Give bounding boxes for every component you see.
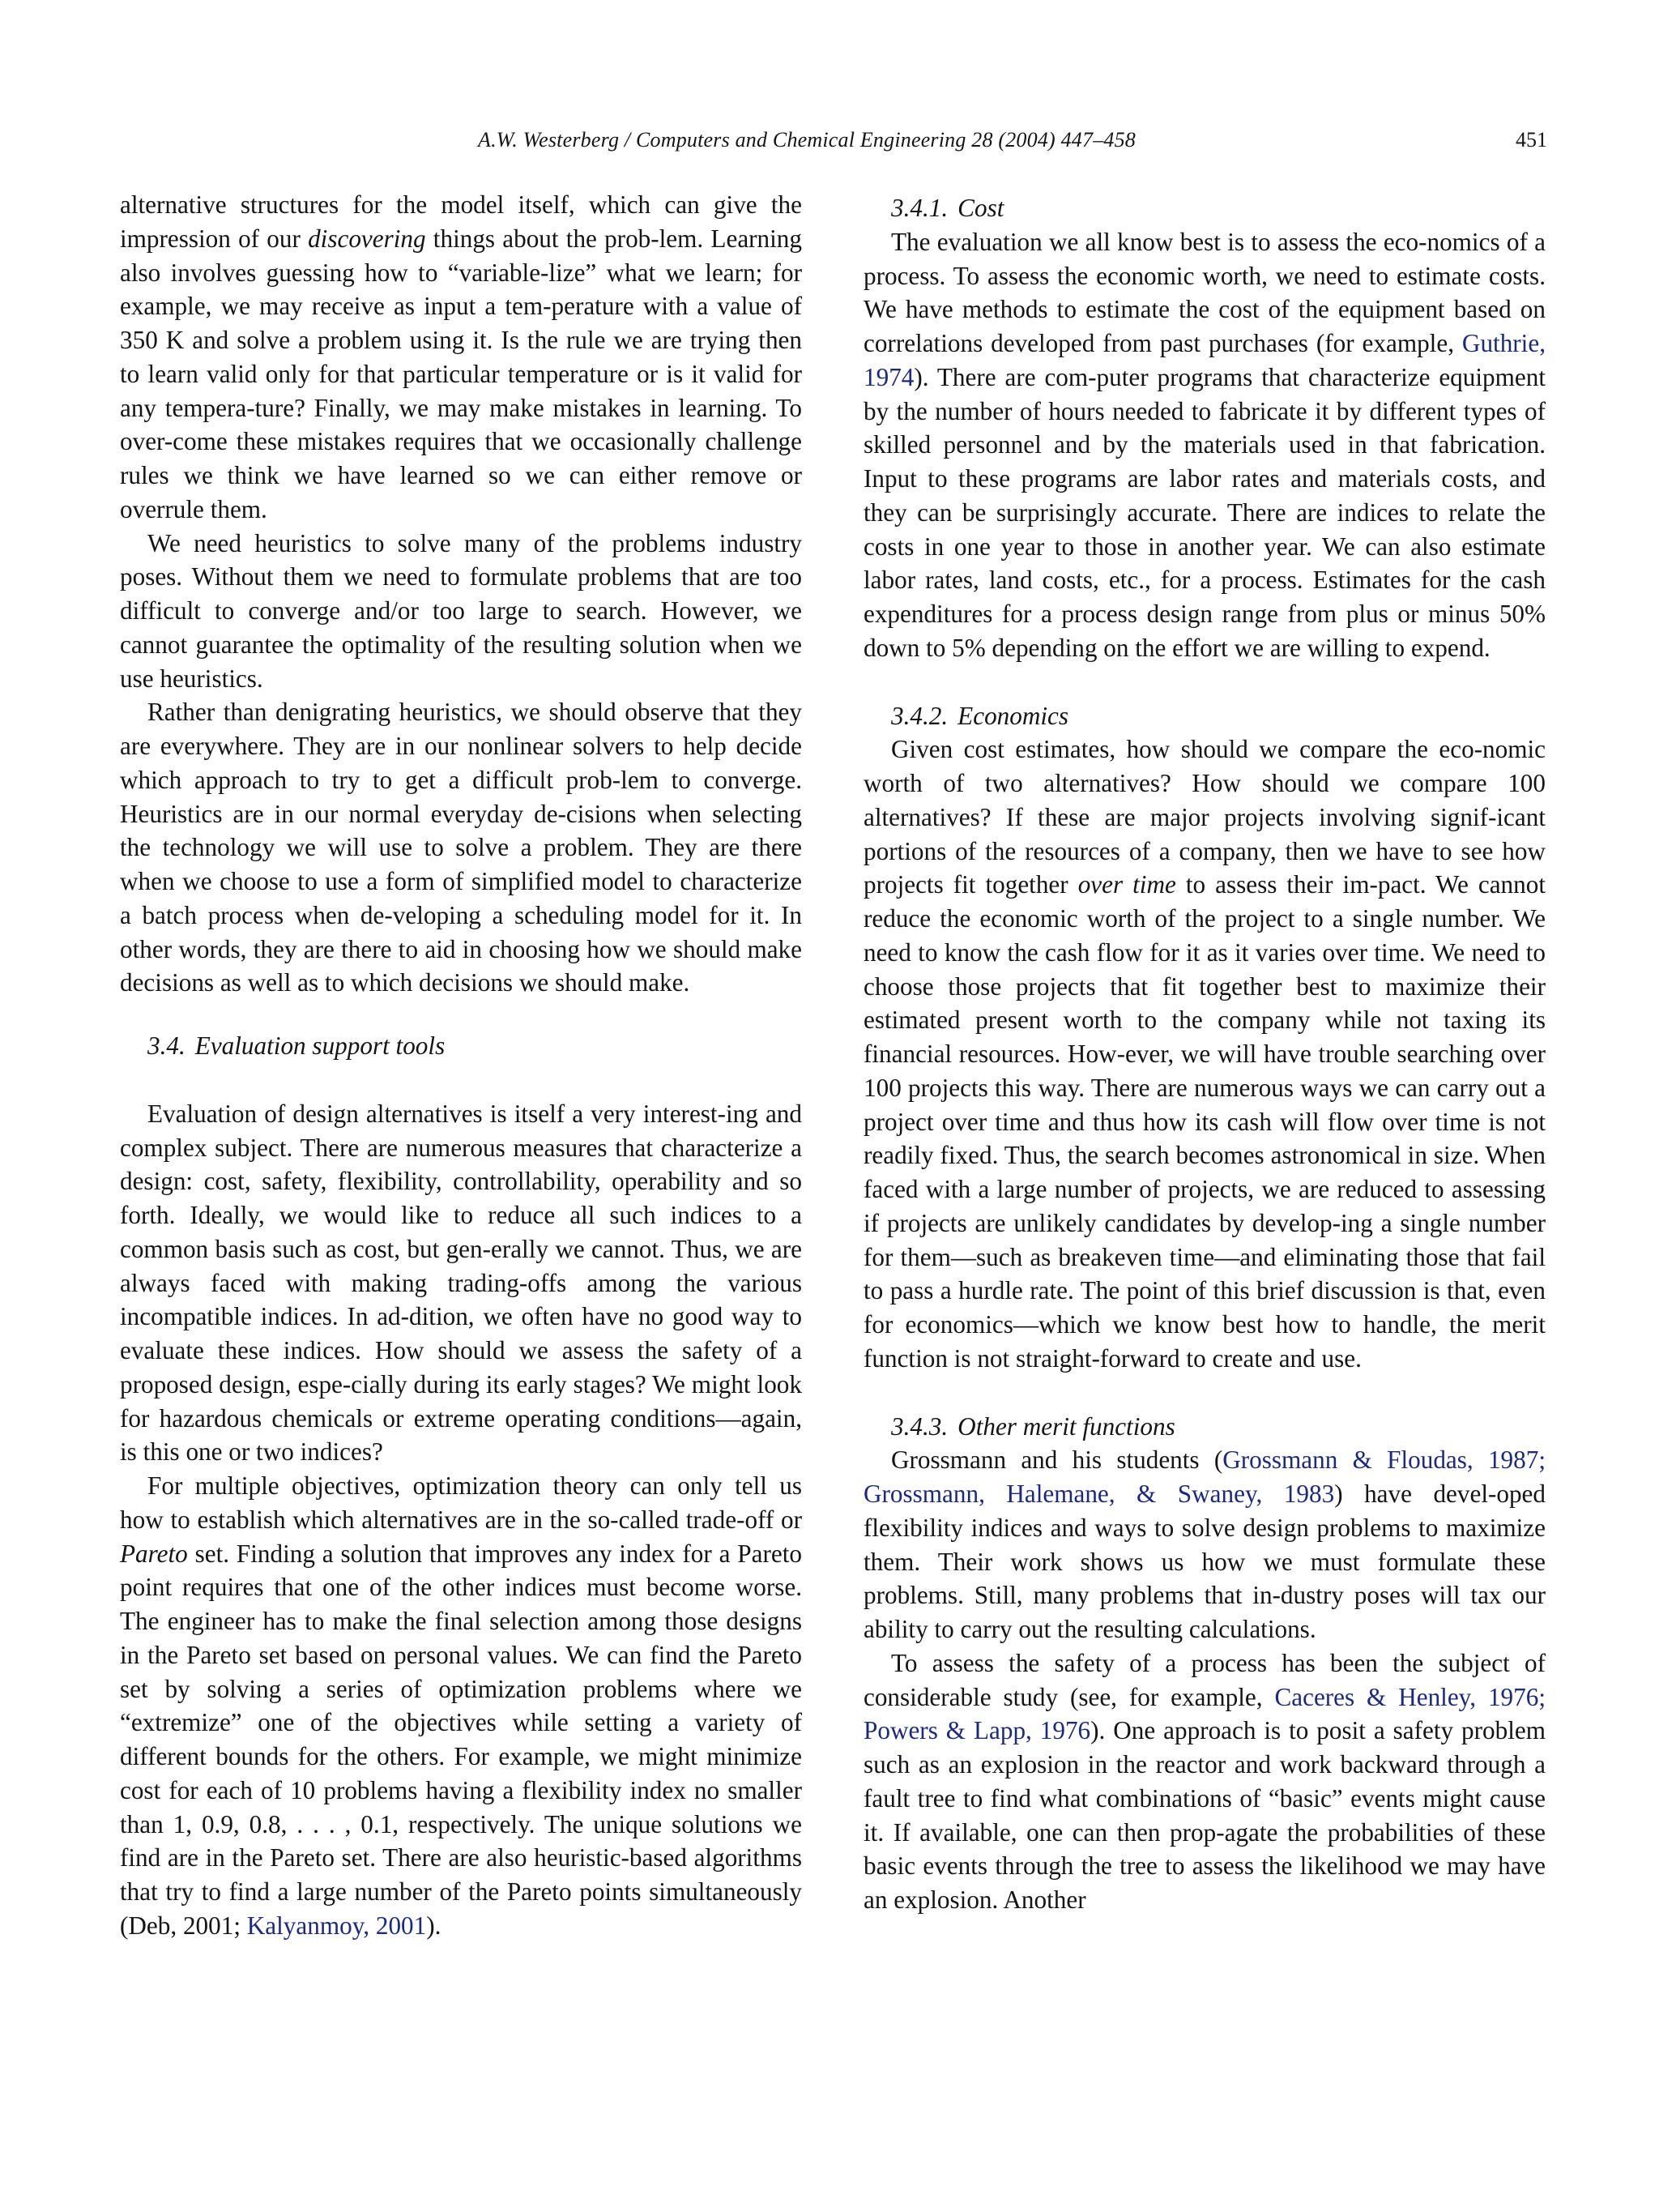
paragraph-multiple-objectives: For multiple objectives, optimization theory can only tell us how to establish which alternatives are in the so-called trade-off or Pareto set. Finding a solution that improves any index for a Pareto point requires that one of the other indices must become worse. The engineer has to make the final selection among those designs in the Pareto set based on personal values. We can find the Pareto set by solving a series of optimization problems where we “extremize” one of the objectives while setting a variety of different bounds for the others. For example, we might minimize cost for each of 10 problems having a flexibility index no smaller than 1, 0.9, 0.8, . . . , 0.1, respectively. The unique solutions we find are in the Pareto set. There are also heuristic-based algorithms that try to find a large number of the Pareto points simultaneously (Deb, 2001; Kalyanmoy, 2001). [120, 1471, 802, 1940]
paragraph-heuristics-everywhere: Rather than denigrating heuristics, we should observe that they are everywhere. They are in our nonlinear solvers to help decide which approach to try to get a difficult prob-lem to converge. Heuristics are in our normal everyday de-cisions when selecting the technology we will use to solve a problem. They are there when we choose to use a form of simplified model to characterize a batch process when de-veloping a scheduling model for it. In other words, they are there to aid in choosing how we should make decisions as well as to which decisions we should make. [120, 698, 802, 997]
emphasis-over-time: over time [1077, 870, 1176, 899]
citation-link-guthrie[interactable]: Guthrie, 1974 [864, 329, 1546, 391]
emphasis-discovering: discovering [308, 224, 426, 253]
section-heading-3-4-3: 3.4.3. Other merit functions [891, 1411, 1175, 1441]
paragraph-economics: Given cost estimates, how should we compare the eco-nomic worth of two alternatives? How should we compare 100 alternatives? If these are major projects involving signif-icant portions of the resources of a company, then we have to see how projects fit together over time to assess their im-pact. We cannot reduce the economic worth of the project to a single number. We need to know the cash flow for it as it varies over time. We need to choose those projects that fit together best to maximize their estimated present worth to the company while not taxing its financial resources. How-ever, we will have trouble searching over 100 projects this way. There are numerous ways we can carry out a project over time and thus how its cash will flow over time is not readily fixed. Thus, the search becomes astronomical in size. When faced with a large number of projects, we are reduced to assessing if projects are unlikely candidates by develop-ing a single number for them—such as breakeven time—and eliminating those that fail to pass a hurdle rate. The point of this brief discussion is that, even for economics—which we know best how to handle, the merit function is not straight-forward to create and use. [864, 735, 1546, 1373]
section-heading-3-4-2: 3.4.2. Economics [891, 701, 1069, 730]
citation-link-kalyanmoy[interactable]: Kalyanmoy, 2001 [246, 1911, 427, 1940]
section-heading-3-4-1: 3.4.1. Cost [891, 194, 1004, 222]
page-number: 451 [1516, 128, 1547, 152]
right-column [864, 191, 1546, 1917]
paragraph-safety-assessment: To assess the safety of a process has been the subject of considerable study (see, for example, Caceres & Henley, 1976; Powers & Lapp, 1976). One approach is to posit a safety problem such as an explosion in the reactor and work backward through a fault tree to find what combinations of “basic” events might cause it. If available, one can then prop-agate the probabilities of these basic events through the tree to assess the likelihood we may have an explosion. Another [864, 1648, 1546, 1914]
paragraph-cost: The evaluation we all know best is to assess the eco-nomics of a process. To assess the economic worth, we need to estimate costs. We have methods to estimate the cost of the equipment based on correlations developed from past purchases (for example, Guthrie, 1974). There are com-puter programs that characterize equipment by the number of hours needed to fabricate it by different types of skilled personnel and by the materials used in that fabrication. Input to these programs are labor rates and materials costs, and they can be surprisingly accurate. There are indices to relate the costs in one year to those in another year. We can also estimate labor rates, land costs, etc., for a process. Estimates for the cash expenditures for a process design range from plus or minus 50% down to 5% depending on the effort we are willing to expend. [864, 227, 1546, 662]
paragraph-heuristics-needed: We need heuristics to solve many of the problems industry poses. Without them we need to formulate problems that are too difficult to converge and/or too large to search. However, we cannot guarantee the optimality of the resulting solution when we use heuristics. [120, 528, 802, 693]
section-heading-3-4: 3.4. Evaluation support tools [147, 1031, 446, 1060]
running-head: A.W. Westerberg / Computers and Chemical Engineering 28 (2004) 447–458 [478, 128, 1136, 152]
paragraph-learning-continued: alternative structures for the model itself, which can give the impression of our discovering things about the prob-lem. Learning also involves guessing how to “variable-lize” what we learn; for example, we may receive as input a tem-perature with a value of 350 K and solve a problem using it. Is the rule we are trying then to learn valid only for that particular temperature or is it valid for any tempera-ture? Finally, we may make mistakes in learning. To over-come these mistakes requires that we occasionally challenge rules we think we have learned so we can either remove or overrule them. [120, 190, 802, 523]
paragraph-flexibility-indices: Grossmann and his students (Grossmann & Floudas, 1987; Grossmann, Halemane, & Swaney, 1983) have devel-oped flexibility indices and ways to solve design problems to maximize them. Their work shows us how we must formulate these problems. Still, many problems that in-dustry poses will tax our ability to carry out the resulting calculations. [864, 1445, 1546, 1643]
emphasis-pareto: Pareto [120, 1539, 188, 1568]
paragraph-evaluation-alternatives: Evaluation of design alternatives is itself a very interest-ing and complex subject. There are numerous measures that characterize a design: cost, safety, flexibility, controllability, operability and so forth. Ideally, we would like to reduce all such indices to a common basis such as cost, but gen-erally we cannot. Thus, we are always faced with making trading-offs among the various incompatible indices. In ad-dition, we often have no good way to evaluate these indices. How should we assess the safety of a proposed design, espe-cially during its early stages? We might look for hazardous chemicals or extreme operating conditions—again, is this one or two indices? [120, 1099, 802, 1467]
left-column [120, 188, 802, 1943]
citation-link-grossmann[interactable]: Grossmann & Floudas, 1987; Grossmann, Halemane, & Swaney, 1983 [864, 1445, 1546, 1508]
citation-link-caceres-powers[interactable]: Caceres & Henley, 1976; Powers & Lapp, 1976 [864, 1682, 1546, 1745]
